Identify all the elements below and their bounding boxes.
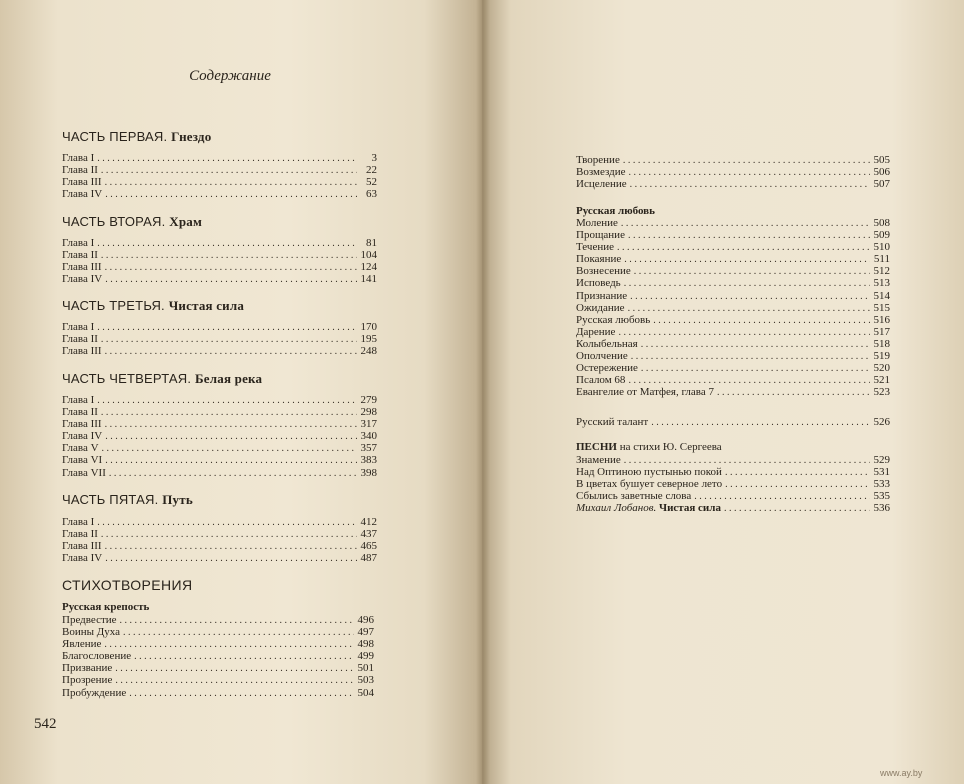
toc-entry: Исцеление . . . 507	[576, 178, 890, 190]
toc-entry: Ополчение . . . 519	[576, 350, 890, 362]
toc-entry: Знамение . . . 529	[576, 454, 890, 466]
part-prefix: ЧАСТЬ ВТОРАЯ.	[62, 214, 166, 229]
toc-entry: Пробуждение . . . 504	[62, 687, 374, 699]
toc-entry: Глава VII . . . 398	[62, 467, 377, 479]
toc-entry: Явление . . . 498	[62, 638, 374, 650]
songs-heading-bold: ПЕСНИ	[576, 441, 617, 453]
toc-entry: Покаяние . . . 511	[576, 253, 890, 265]
toc-entry: Глава II . . . 298	[62, 406, 377, 418]
toc-entry: Ожидание . . . 515	[576, 302, 890, 314]
part-entries	[62, 237, 377, 285]
part-heading	[62, 298, 244, 314]
toc-entry: Глава I . . . 412	[62, 516, 377, 528]
toc-entry: Глава III . . . 52	[62, 176, 377, 188]
toc-entry: В цветах бушует северное лето . . . 533	[576, 478, 890, 490]
toc-entry: Глава IV . . . 63	[62, 188, 377, 200]
part-name: Гнездо	[171, 129, 212, 144]
part-entries	[62, 394, 377, 479]
toc-entry: Глава I . . . 3	[62, 152, 377, 164]
toc-entry: Исповедь . . . 513	[576, 277, 890, 289]
toc-entry: Прощание . . . 509	[576, 229, 890, 241]
toc-entry: Глава II . . . 437	[62, 528, 377, 540]
toc-entry: Глава III . . . 124	[62, 261, 377, 273]
part-name: Путь	[162, 492, 193, 507]
poems-subheading: Русская крепость	[62, 601, 150, 613]
toc-entry: Евангелие от Матфея, глава 7 . . . 523	[576, 386, 890, 398]
toc-entry: Русская любовь . . . 516	[576, 314, 890, 326]
songs-heading-rest: на стихи Ю. Сергеева	[619, 441, 722, 453]
toc-entry: Глава IV . . . 340	[62, 430, 377, 442]
toc-entry: Глава I . . . 81	[62, 237, 377, 249]
part-prefix: ЧАСТЬ ПЕРВАЯ.	[62, 129, 168, 144]
toc-entry: Признание . . . 514	[576, 290, 890, 302]
part-heading	[62, 214, 202, 230]
part-name: Белая река	[195, 371, 263, 386]
toc-entry: Дарение . . . 517	[576, 326, 890, 338]
book-gutter	[476, 0, 490, 784]
toc-entry: Русский талант . . . 526	[576, 416, 890, 428]
toc-entry: Возмездие . . . 506	[576, 166, 890, 178]
part-entries	[62, 152, 377, 200]
part-heading	[62, 129, 211, 145]
toc-entry: Псалом 68 . . . 521	[576, 374, 890, 386]
afterword-author: Михаил Лобанов.	[576, 502, 657, 515]
toc-entry: Глава III . . . 465	[62, 540, 377, 552]
toc-entry: Колыбельная . . . 518	[576, 338, 890, 350]
right-page	[482, 0, 964, 784]
toc-entry: Глава I . . . 279	[62, 394, 377, 406]
toc-entry: Глава IV . . . 141	[62, 273, 377, 285]
part-prefix: ЧАСТЬ ТРЕТЬЯ.	[62, 298, 165, 313]
toc-entry: Глава V . . . 357	[62, 442, 377, 454]
toc-entry: Моление . . . 508	[576, 217, 890, 229]
part-name: Чистая сила	[168, 298, 245, 313]
toc-entry: Остережение . . . 520	[576, 362, 890, 374]
toc-entry: Сбылись заветные слова . . . 535	[576, 490, 890, 502]
poems-heading: СТИХОТВОРЕНИЯ	[62, 577, 193, 593]
toc-title: Содержание	[189, 68, 271, 84]
toc-entry: Глава IV . . . 487	[62, 552, 377, 564]
toc-entry: Благословение . . . 499	[62, 650, 374, 662]
toc-entry: Глава II . . . 22	[62, 164, 377, 176]
toc-entry: Воины Духа . . . 497	[62, 626, 374, 638]
poems-entries	[62, 614, 374, 699]
top-entries	[576, 154, 890, 190]
part-heading	[62, 371, 262, 387]
toc-entry: Глава III . . . 248	[62, 345, 377, 357]
songs-entries	[576, 454, 890, 514]
part-prefix: ЧАСТЬ ЧЕТВЕРТАЯ.	[62, 371, 192, 386]
page-number: 542	[34, 716, 57, 732]
toc-entry: Глава II . . . 104	[62, 249, 377, 261]
toc-entry: Вознесение . . . 512	[576, 265, 890, 277]
toc-entry: Глава III . . . 317	[62, 418, 377, 430]
toc-entry: Предвестие . . . 496	[62, 614, 374, 626]
part-entries	[62, 321, 377, 357]
toc-entry: Течение . . . 510	[576, 241, 890, 253]
toc-entry: Над Оптиною пустынью покой . . . 531	[576, 466, 890, 478]
part-prefix: ЧАСТЬ ПЯТАЯ.	[62, 492, 159, 507]
toc-entry: Глава II . . . 195	[62, 333, 377, 345]
toc-entry: Михаил Лобанов. Чистая сила . . . 536	[576, 502, 890, 514]
toc-entry: Глава I . . . 170	[62, 321, 377, 333]
toc-entry: Глава VI . . . 383	[62, 454, 377, 466]
watermark: www.ay.by	[880, 768, 923, 778]
love-subheading: Русская любовь	[576, 205, 655, 217]
songs-heading	[576, 441, 722, 453]
part-heading	[62, 492, 193, 508]
talent-entry	[576, 416, 890, 428]
toc-entry: Призвание . . . 501	[62, 662, 374, 674]
part-entries	[62, 516, 377, 564]
afterword-title: Чистая сила	[659, 502, 721, 515]
part-name: Храм	[169, 214, 203, 229]
love-entries	[576, 217, 890, 398]
toc-entry: Прозрение . . . 503	[62, 674, 374, 686]
toc-entry: Творение . . . 505	[576, 154, 890, 166]
